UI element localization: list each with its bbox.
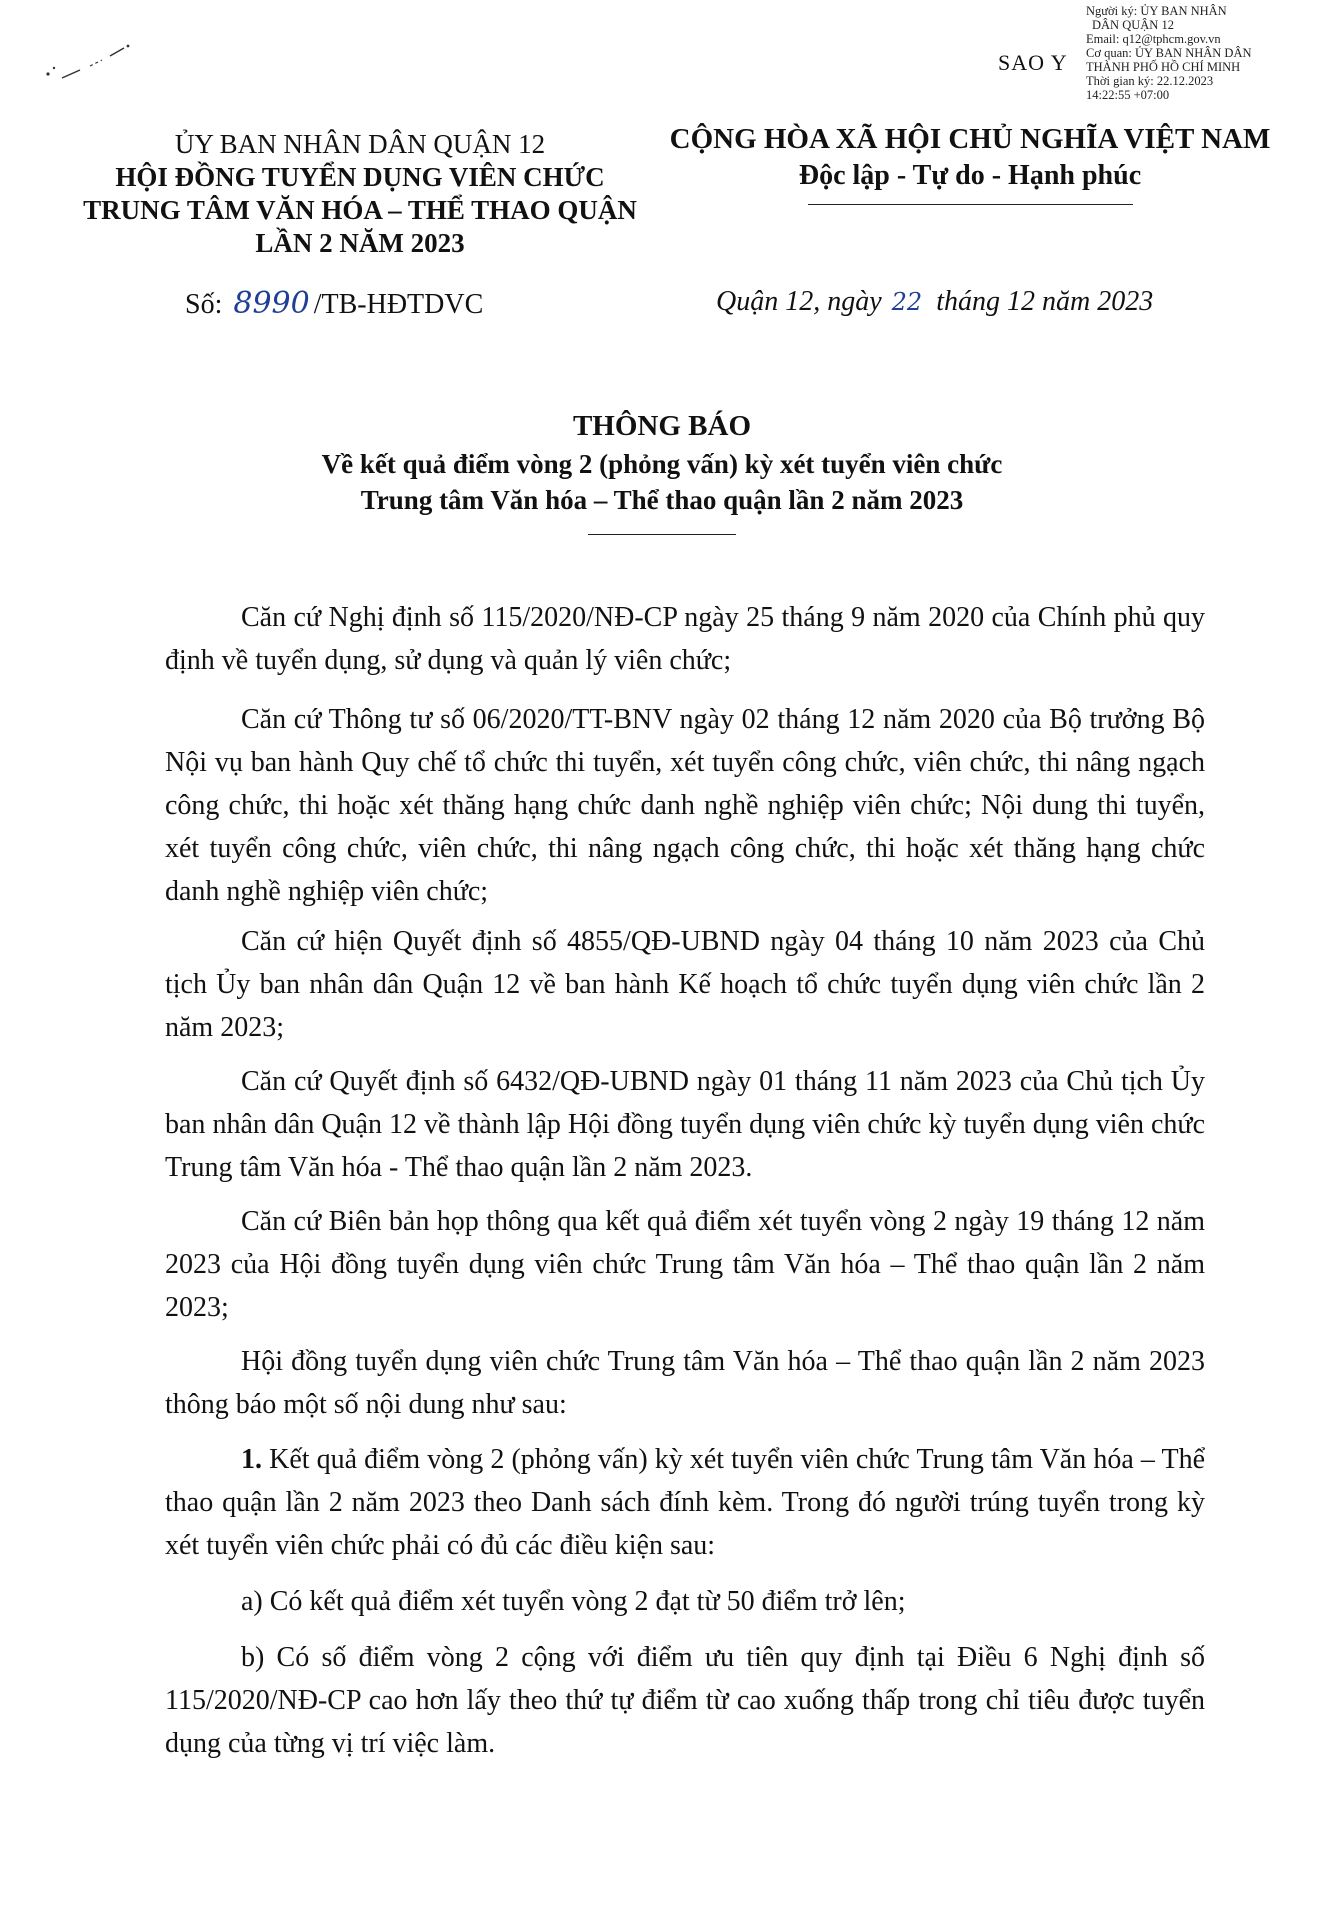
paragraph-text: a) Có kết quả điểm xét tuyển vòng 2 đạt từ 50 điểm trở lên; <box>241 1586 906 1617</box>
motto-underline <box>808 204 1133 205</box>
signature-line: Cơ quan: ỦY BAN NHÂN DÂN <box>1086 46 1252 60</box>
issuer-line-4: LẦN 2 NĂM 2023 <box>255 228 465 258</box>
digital-signature-block <box>1086 4 1324 102</box>
signature-line: 14:22:55 +07:00 <box>1086 88 1170 102</box>
date-suffix: tháng 12 năm 2023 <box>936 286 1154 317</box>
national-header <box>650 120 1290 205</box>
signature-line: THÀNH PHỐ HỒ CHÍ MINH <box>1086 60 1241 74</box>
sao-y-label: SAO Y <box>998 50 1068 75</box>
title-underline <box>588 534 736 535</box>
item-number: 1. <box>241 1444 262 1475</box>
paragraph-text: b) Có số điểm vòng 2 cộng với điểm ưu tiên quy định tại Điều 6 Nghị định số 115/2020/NĐ-CP cao hơn lấy theo thứ tự điểm từ cao xuống thấp trong chỉ tiêu được tuyển dụng của từng vị trí việc làm. <box>165 1642 1205 1759</box>
issue-date <box>716 286 1153 318</box>
date-prefix: Quận 12, ngày <box>716 286 882 317</box>
paragraph-text: Căn cứ Biên bản họp thông qua kết quả điểm xét tuyển vòng 2 ngày 19 tháng 12 năm 2023 của Hội đồng tuyển dụng viên chức Trung tâm Văn hóa – Thể thao quận lần 2 năm 2023; <box>165 1206 1205 1323</box>
paragraph-7 <box>165 1438 1205 1567</box>
paragraph-2 <box>165 698 1205 913</box>
signature-line: Thời gian ký: 22.12.2023 <box>1086 74 1214 88</box>
paragraph-8 <box>165 1580 1205 1623</box>
signature-line: Email: q12@tphcm.gov.vn <box>1086 32 1221 46</box>
paragraph-4 <box>165 1060 1205 1189</box>
doc-number-prefix: Số: <box>185 289 223 320</box>
document-number <box>185 286 483 321</box>
document-subtitle-1: Về kết quả điểm vòng 2 (phỏng vấn) kỳ xét tuyển viên chức <box>321 449 1003 479</box>
paragraph-text: Căn cứ Thông tư số 06/2020/TT-BNV ngày 02 tháng 12 năm 2020 của Bộ trưởng Bộ Nội vụ ban hành Quy chế tổ chức thi tuyển, xét tuyển công chức, viên chức, thi nâng ngạch công chức, thi hoặc xét thăng hạng chức danh nghề nghiệp viên chức; Nội dung thi tuyển, xét tuyển công chức, viên chức, thi nâng ngạch công chức, thi hoặc xét thăng hạng chức danh nghề nghiệp viên chức; <box>165 704 1205 907</box>
doc-number-handwritten: 8990 <box>233 286 310 321</box>
signature-line: DÂN QUẬN 12 <box>1092 18 1174 32</box>
paragraph-6 <box>165 1340 1205 1426</box>
national-title: CỘNG HÒA XÃ HỘI CHỦ NGHĨA VIỆT NAM <box>669 123 1271 155</box>
paragraph-text: Căn cứ Nghị định số 115/2020/NĐ-CP ngày 25 tháng 9 năm 2020 của Chính phủ quy định về tuyển dụng, sử dụng và quản lý viên chức; <box>165 602 1205 676</box>
issuer-line-2: HỘI ĐỒNG TUYỂN DỤNG VIÊN CHỨC <box>115 162 605 192</box>
paragraph-1 <box>165 596 1205 682</box>
document-title: THÔNG BÁO <box>572 410 752 442</box>
paragraph-text: Căn cứ hiện Quyết định số 4855/QĐ-UBND ngày 04 tháng 10 năm 2023 của Chủ tịch Ủy ban nhân dân Quận 12 về ban hành Kế hoạch tổ chức tuyển dụng viên chức lần 2 năm 2023; <box>165 926 1205 1043</box>
signature-line: Người ký: ỦY BAN NHÂN <box>1086 4 1227 18</box>
paragraph-3 <box>165 920 1205 1049</box>
date-day-handwritten: 22 <box>891 288 923 316</box>
issuer-line-3: TRUNG TÂM VĂN HÓA – THỂ THAO QUẬN <box>83 195 637 225</box>
document-title-block <box>0 406 1324 535</box>
doc-number-suffix: /TB-HĐTDVC <box>313 289 484 320</box>
paragraph-text: Hội đồng tuyển dụng viên chức Trung tâm Văn hóa – Thể thao quận lần 2 năm 2023 thông báo một số nội dung như sau: <box>165 1346 1205 1420</box>
paragraph-5 <box>165 1200 1205 1329</box>
paragraph-text: Căn cứ Quyết định số 6432/QĐ-UBND ngày 01 tháng 11 năm 2023 của Chủ tịch Ủy ban nhân dân Quận 12 về thành lập Hội đồng tuyển dụng viên chức kỳ tuyển dụng viên chức Trung tâm Văn hóa - Thể thao quận lần 2 năm 2023. <box>165 1066 1205 1183</box>
issuer-header <box>70 128 650 260</box>
paragraph-9 <box>165 1636 1205 1765</box>
issuer-line-1: ỦY BAN NHÂN DÂN QUẬN 12 <box>174 129 546 159</box>
document-subtitle-2: Trung tâm Văn hóa – Thể thao quận lần 2 năm 2023 <box>360 485 964 515</box>
national-motto: Độc lập - Tự do - Hạnh phúc <box>798 160 1142 191</box>
scan-marks <box>40 38 140 88</box>
paragraph-text: Kết quả điểm vòng 2 (phỏng vấn) kỳ xét tuyển viên chức Trung tâm Văn hóa – Thể thao quận lần 2 năm 2023 theo Danh sách đính kèm. Trong đó người trúng tuyển trong kỳ xét tuyển viên chức phải có đủ các điều kiện sau: <box>165 1444 1205 1561</box>
